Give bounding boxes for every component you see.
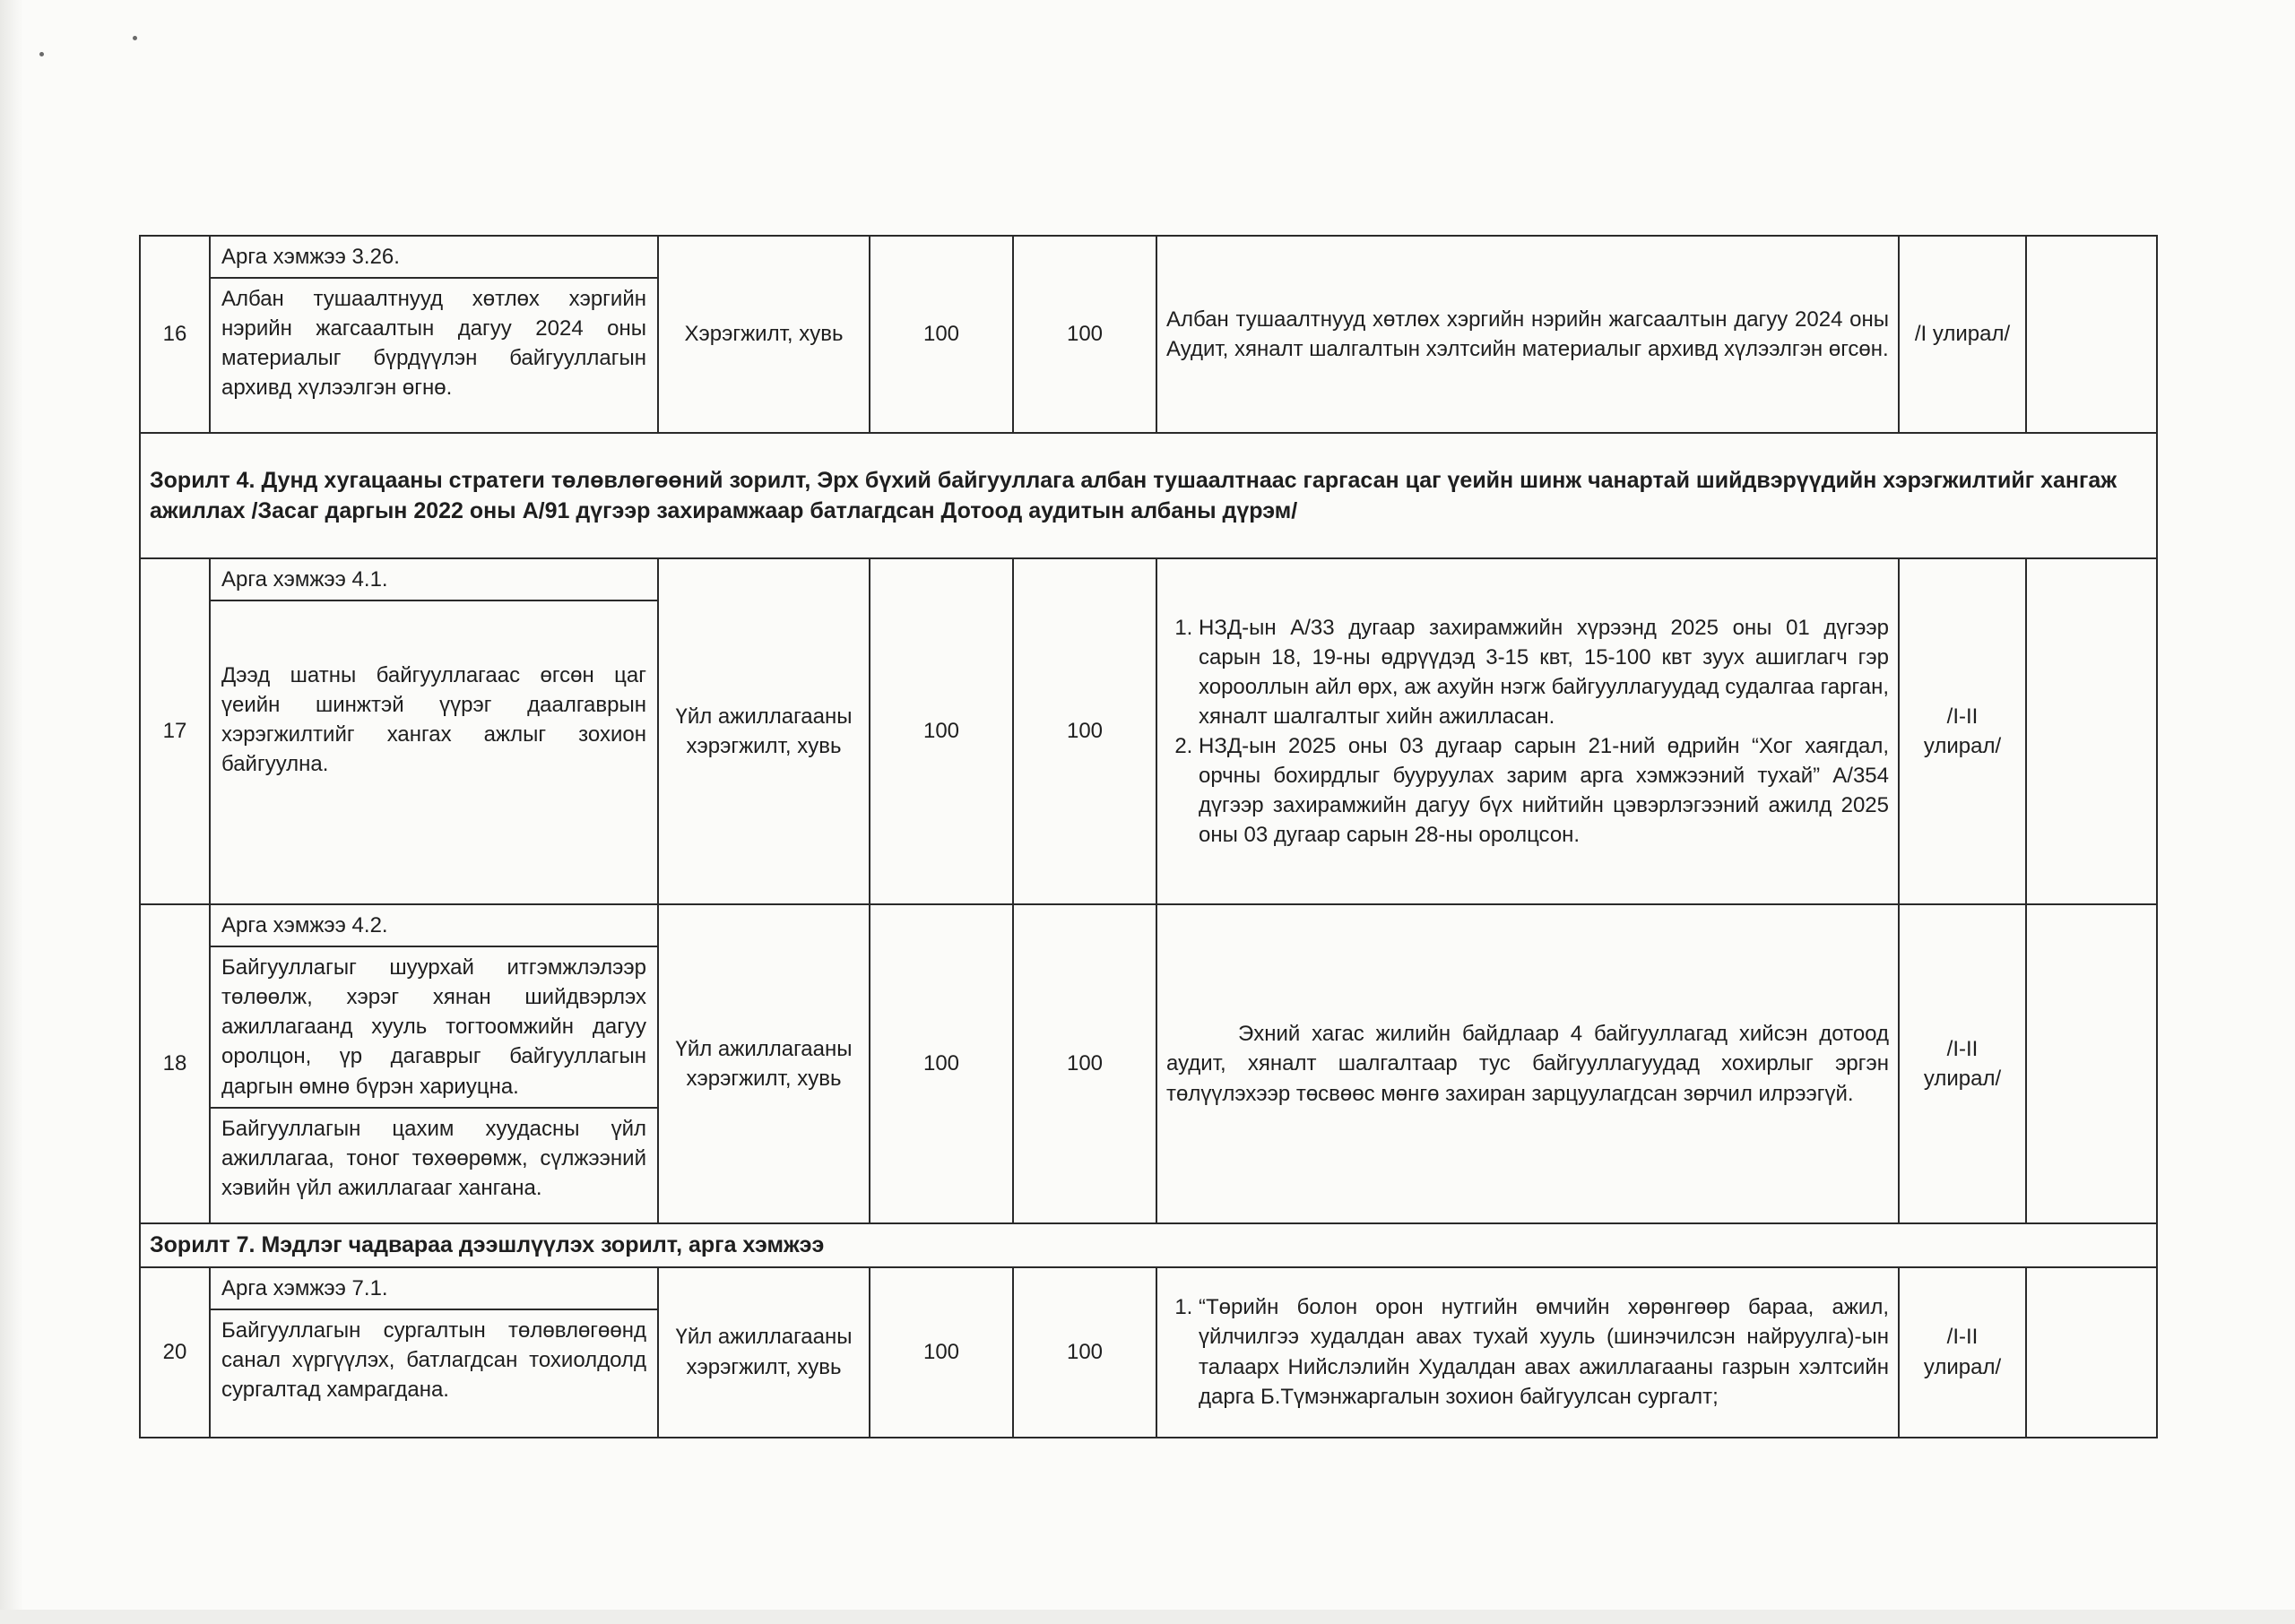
target-value: 100 [870,236,1013,433]
action-description: Байгууллагын цахим хуудасны үйл ажиллагаа, тоног төхөөрөмж, сүлжээний хэвийн үйл ажиллагааг хангана. [211,1107,657,1208]
result-item: 1. “Төрийн болон орон нутгийн өмчийн хөрөнгөөр бараа, ажил, үйлчилгээ худалдан авах тухай хууль (шинэчилсэн найруулга)-ын талаарх Нийслэлийн Худалдан авах ажиллагааны газрын хэлтсийн дарга Б.Түмэнжаргалын зохион байгуулсан сургалт; [1199,1292,1889,1411]
row-number: 16 [140,236,210,433]
period-cell: /I-II улирал/ [1899,1267,2026,1438]
result-cell [1156,236,1899,433]
action-description: Дээд шатны байгууллагаас өгсөн цаг үеийн шинжтэй үүрэг даалгаврын хэрэгжилтийг хангах ажлыг зохион байгуулна. [221,663,646,777]
goal-row [140,433,2157,558]
period-cell: /I-II улирал/ [1899,558,2026,904]
action-cell-inner [211,1268,657,1410]
result-item: 1. НЗД-ын А/33 дугаар захирамжийн хүрээнд 2025 оны 01 дүгээр сарын 18, 19-ны өдрүүдэд 3-15 квт, 15-100 квт зуух ашиглагч гэр хорооллын айл өрх, аж ахуйн нэгж байгууллагуудад судалгаа гарган, хяналт шалгалтыг хийн ажилласан. [1199,613,1889,731]
action-cell-inner [211,237,657,409]
target-value: 100 [870,1267,1013,1438]
performance-value: 100 [1013,236,1156,433]
result-item: Албан тушаалтнууд хөтлөх хэргийн нэрийн жагсаалтын дагуу 2024 оны Аудит, хяналт шалгалтын хэлтсийн материалыг архивд хүлээлгэн өгсөн. [1166,307,1889,361]
goal-row [140,1223,2157,1267]
performance-value: 100 [1013,1267,1156,1438]
target-value: 100 [870,558,1013,904]
action-cell [210,904,658,1223]
action-title: Арга хэмжээ 4.2. [211,905,657,947]
indicator-cell: Үйл ажиллагааны хэрэгжилт, хувь [658,904,870,1223]
goal-heading: Зорилт 4. Дунд хугацааны стратеги төлөвлөгөөний зорилт, Эрх бүхий байгууллага албан тушаалтнаас гаргасан цаг үеийн шинж чанартай шийдвэрүүдийн хэрэгжилтийг хангаж ажиллах /Засаг даргын 2022 оны А/91 дүгээр захирамжаар батлагдсан Дотоод аудитын албаны дүрэм/ [140,433,2157,558]
period-cell: /I-II улирал/ [1899,904,2026,1223]
target-value: 100 [870,904,1013,1223]
table-row [140,236,2157,433]
action-title: Арга хэмжээ 7.1. [211,1268,657,1310]
empty-cell [2026,904,2157,1223]
action-title: Арга хэмжээ 3.26. [211,237,657,279]
goal-heading: Зорилт 7. Мэдлэг чадвараа дээшлүүлэх зорилт, арга хэмжээ [140,1223,2157,1267]
action-description: Байгууллагын сургалтын төлөвлөгөөнд санал хүргүүлэх, батлагдсан тохиолдолд сургалтад хамрагдана. [221,1317,646,1402]
result-list [1166,1292,1889,1411]
result-item: 2. НЗД-ын 2025 оны 03 дугаар сарын 21-ний өдрийн “Хог хаягдал, орчны бохирдлыг бууруулах зарим арга хэмжээний тухай” А/354 дүгээр захирамжийн дагуу бүх нийтийн цэвэрлэгээний ажилд 2025 оны 03 дугаар сарын 28-ны оролцсон. [1199,731,1889,850]
empty-cell [2026,1267,2157,1438]
action-cell-inner [211,905,657,1208]
action-cell-inner [211,559,657,785]
performance-value: 100 [1013,558,1156,904]
period-cell: /I улирал/ [1899,236,2026,433]
performance-value: 100 [1013,904,1156,1223]
row-number: 18 [140,904,210,1223]
empty-cell [2026,236,2157,433]
scan-speck [133,36,137,40]
result-cell [1156,1267,1899,1438]
scan-bottom-edge [0,1610,2295,1624]
result-cell [1156,904,1899,1223]
result-cell [1156,558,1899,904]
row-number: 17 [140,558,210,904]
result-list [1166,613,1889,851]
action-cell [210,1267,658,1438]
result-item: Эхний хагас жилийн байдлаар 4 байгууллагад хийсэн дотоод аудит, хяналт шалгалтаар тус байгууллагуудад хохирлыг эргэн төлүүлэхээр төсвөөс мөнгө захиран зарцуулагдсан зөрчил илрээгүй. [1166,1022,1889,1106]
action-title: Арга хэмжээ 4.1. [211,559,657,601]
action-cell [210,558,658,904]
row-number: 20 [140,1267,210,1438]
table-row [140,558,2157,904]
indicator-cell: Үйл ажиллагааны хэрэгжилт, хувь [658,558,870,904]
action-plan-table [139,235,2158,1438]
empty-cell [2026,558,2157,904]
scan-speck [39,52,44,56]
table-body [140,236,2157,1438]
indicator-cell: Хэрэгжилт, хувь [658,236,870,433]
indicator-cell: Үйл ажиллагааны хэрэгжилт, хувь [658,1267,870,1438]
action-cell [210,236,658,433]
action-description: Албан тушаалтнууд хөтлөх хэргийн нэрийн жагсаалтын дагуу 2024 оны материалыг бүрдүүлэн байгууллагын архивд хүлээлгэн өгнө. [221,287,646,401]
scan-left-edge [0,0,23,1624]
action-description: Байгууллагыг шуурхай итгэмжлэлээр төлөөлж, хэрэг хянан шийдвэрлэх ажиллагаанд хууль тогтоомжийн дагуу оролцон, үр дагаврыг байгууллагын даргын өмнө бүрэн хариуцна. [221,955,646,1099]
table-row [140,904,2157,1223]
table-row [140,1267,2157,1438]
